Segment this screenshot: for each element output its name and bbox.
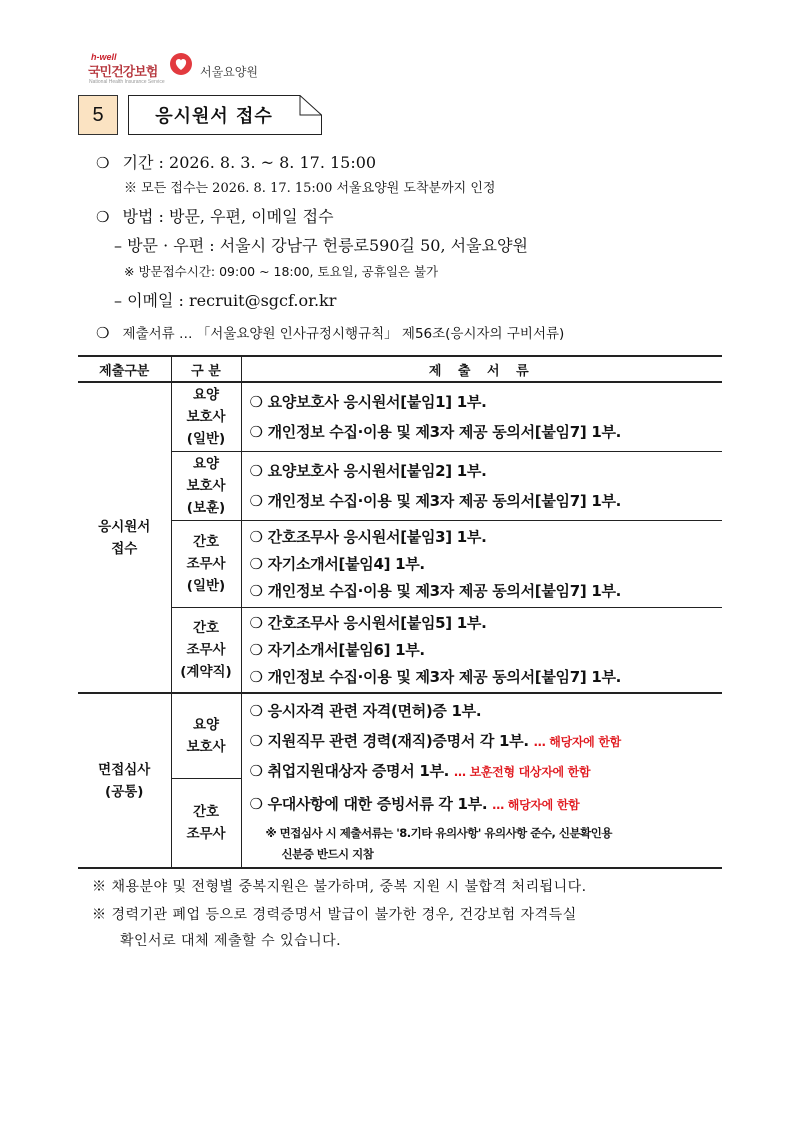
- interview-item-note: … 해당자에 한함: [492, 798, 580, 812]
- header-submission-type: 제출구분: [78, 356, 171, 382]
- period-text: 기간 : 2026. 8. 3. ~ 8. 17. 15:00: [122, 153, 377, 172]
- email-address[interactable]: – 이메일 : recruit@sgcf.or.kr: [114, 291, 337, 310]
- visit-mail-address: – 방문 · 우편 : 서울시 강남구 헌릉로590길 50, 서울요양원: [114, 236, 528, 255]
- footer-note-career: ※ 경력기관 폐업 등으로 경력증명서 발급이 불가한 경우, 건강보험 자격득실: [92, 907, 577, 923]
- document-item: ❍ 자기소개서[붙임4] 1부.: [249, 554, 425, 573]
- category-cell: 간호 조무사 (일반): [171, 521, 241, 608]
- interview-footnote-cont: 신분증 반드시 지참: [281, 847, 374, 861]
- interview-item-note: … 보훈전형 대상자에 한함: [454, 765, 591, 779]
- interview-item-note: … 해당자에 한함: [533, 735, 621, 749]
- document-item: ❍ 간호조무사 응시원서[붙임5] 1부.: [249, 613, 487, 632]
- circle-bullet-icon: ❍: [96, 324, 110, 342]
- documents-text: 제출서류 … 「서울요양원 인사규정시행규칙」 제56조(응시자의 구비서류): [122, 326, 565, 342]
- method-text: 방법 : 방문, 우편, 이메일 접수: [122, 207, 334, 226]
- logo-subtext: National Health Insurance Service: [89, 79, 165, 85]
- section-number: 5: [78, 95, 118, 135]
- interview-category-caregiver: 요양 보호사: [171, 693, 241, 779]
- documents-table: [78, 355, 722, 869]
- document-item: ❍ 개인정보 수집·이용 및 제3자 제공 동의서[붙임7] 1부.: [249, 492, 622, 510]
- document-item: ❍ 개인정보 수집·이용 및 제3자 제공 동의서[붙임7] 1부.: [249, 423, 622, 441]
- logo-tagline: h-well: [91, 52, 117, 62]
- interview-item: ❍ 지원직무 관련 경력(재직)증명서 각 1부. … 해당자에 한함: [249, 732, 621, 750]
- interview-item: ❍ 취업지원대상자 증명서 1부. … 보훈전형 대상자에 한함: [249, 762, 591, 780]
- group-application: 응시원서 접수: [78, 382, 171, 693]
- footer-note-career-cont: 확인서로 대체 제출할 수 있습니다.: [120, 933, 342, 949]
- documents-line: [96, 322, 564, 342]
- interview-footnote: ※ 면접심사 시 제출서류는 '8.기타 유의사항' 유의사항 준수, 신분확인용: [265, 826, 612, 840]
- header-category: 구 분: [171, 356, 241, 382]
- document-item: ❍ 자기소개서[붙임6] 1부.: [249, 640, 425, 659]
- method-line: [96, 204, 334, 227]
- agency-name: 서울요양원: [200, 65, 258, 79]
- document-item: ❍ 간호조무사 응시원서[붙임3] 1부.: [249, 527, 487, 546]
- section-title-box: [128, 95, 322, 135]
- interview-category-nurse: 간호 조무사: [171, 779, 241, 869]
- agency-logo: [88, 52, 288, 86]
- header-documents: 제 출 서 류: [241, 356, 722, 382]
- document-item: ❍ 요양보호사 응시원서[붙임1] 1부.: [249, 393, 487, 411]
- group-interview: 면접심사 (공통): [78, 693, 171, 868]
- visit-hours-note: ※ 방문접수시간: 09:00 ~ 18:00, 토요일, 공휴일은 불가: [124, 264, 439, 279]
- circle-bullet-icon: ❍: [96, 154, 110, 172]
- heart-icon: [168, 52, 194, 76]
- document-item: ❍ 개인정보 수집·이용 및 제3자 제공 동의서[붙임7] 1부.: [249, 581, 622, 600]
- period-note: ※ 모든 접수는 2026. 8. 17. 15:00 서울요양원 도착분까지 인정: [124, 181, 496, 196]
- document-item: ❍ 개인정보 수집·이용 및 제3자 제공 동의서[붙임7] 1부.: [249, 667, 622, 686]
- interview-item: ❍ 응시자격 관련 자격(면허)증 1부.: [249, 702, 482, 720]
- circle-bullet-icon: ❍: [96, 208, 110, 226]
- period-line: [96, 150, 376, 173]
- category-cell: 요양 보호사 (보훈): [171, 452, 241, 521]
- interview-item: ❍ 우대사항에 대한 증빙서류 각 1부. … 해당자에 한함: [249, 795, 580, 813]
- logo-brand: 국민건강보험: [88, 65, 158, 80]
- section-title: 응시원서 접수: [155, 106, 273, 127]
- document-item: ❍ 요양보호사 응시원서[붙임2] 1부.: [249, 462, 487, 480]
- footer-note-duplicate: ※ 채용분야 및 전형별 중복지원은 불가하며, 중복 지원 시 불합격 처리됩니다.: [92, 879, 587, 895]
- category-cell: 간호 조무사 (계약직): [171, 608, 241, 694]
- category-cell: 요양 보호사 (일반): [171, 382, 241, 452]
